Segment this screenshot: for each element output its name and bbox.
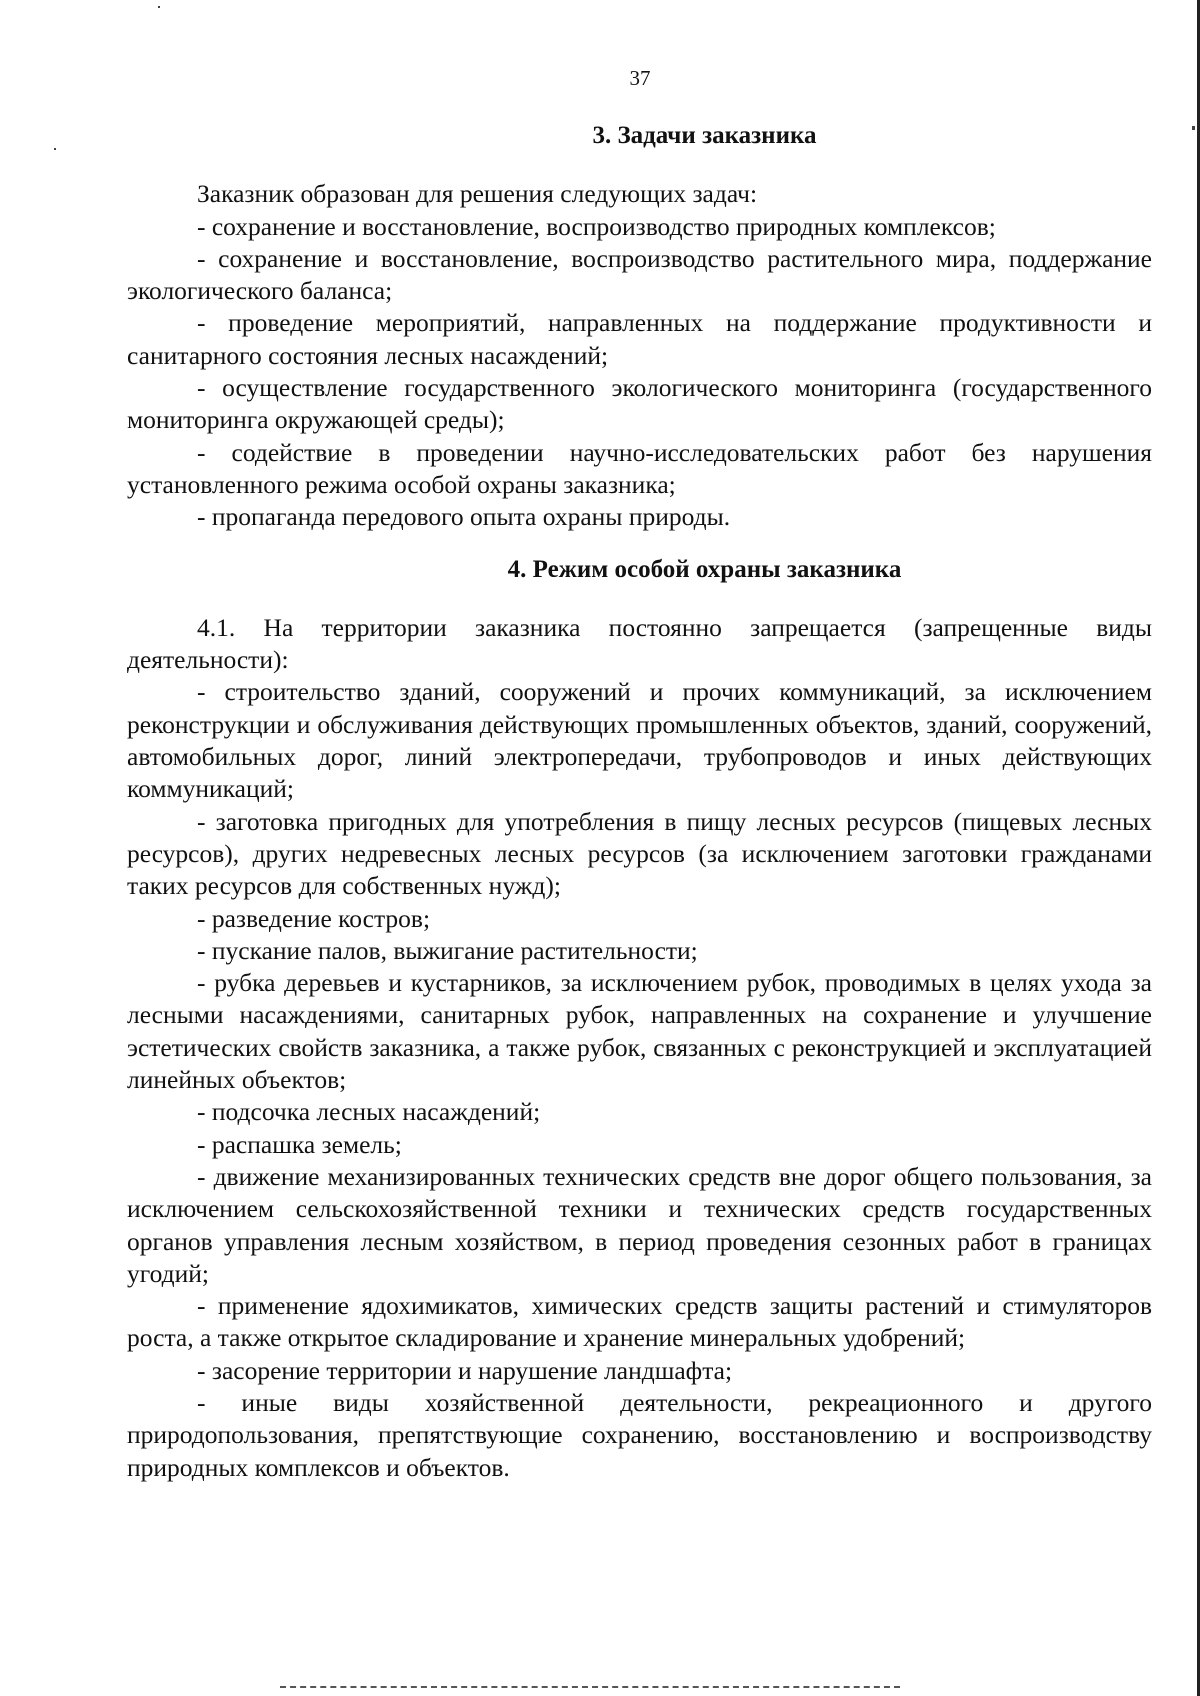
section-4-paragraph: - пускание палов, выжигание растительности;	[197, 935, 698, 965]
section-4-paragraph: - подсочка лесных насаждений;	[197, 1097, 541, 1127]
section-4-paragraph: - применение ядохимикатов, химических средств защиты растений и стимуляторов роста, а также открытое складирование и хранение минеральных удобрений;	[127, 1291, 1152, 1353]
scan-speck	[158, 6, 160, 8]
section-3-paragraph: - осуществление государственного экологического мониторинга (государственного мониторинга окружающей среды);	[127, 373, 1152, 435]
section-4-paragraph: - разведение костров;	[197, 903, 431, 933]
section-3-title: 3. Задачи заказника	[592, 122, 817, 149]
section-4-paragraph: - рубка деревьев и кустарников, за исключением рубок, проводимых в целях ухода за лесными насаждениями, санитарных рубок, направленных на сохранение и улучшение эстетических свойств заказника, а также рубок, связанных с реконструкцией и эксплуатацией линейных объектов;	[127, 968, 1152, 1095]
section-3-paragraph: - проведение мероприятий, направленных на поддержание продуктивности и санитарного состояния лесных насаждений;	[127, 308, 1152, 370]
section-3-paragraph: - сохранение и восстановление, воспроизводство растительного мира, поддержание экологического баланса;	[127, 243, 1152, 306]
section-3-paragraph: - пропаганда передового опыта охраны природы.	[197, 502, 731, 532]
section-4-paragraph: - строительство зданий, сооружений и прочих коммуникаций, за исключением реконструкции и обслуживания действующих промышленных объектов, зданий, сооружений, автомобильных дорог, линий электропередачи, трубопроводов и иных действующих коммуникаций;	[127, 677, 1152, 804]
scan-speck	[1192, 126, 1195, 130]
section-4-paragraph: - иные виды хозяйственной деятельности, рекреационного и другого природопользования, препятствующие сохранению, восстановлению и воспроизводству природных комплексов и объектов.	[127, 1387, 1152, 1482]
section-3-paragraph: - содействие в проведении научно-исследовательских работ без нарушения установленного режима особой охраны заказника;	[127, 437, 1152, 499]
section-3-paragraph: - сохранение и восстановление, воспроизводство природных комплексов;	[197, 211, 996, 241]
scan-bottom-artifact	[280, 1686, 900, 1691]
section-3-body	[127, 178, 1152, 533]
section-4-body	[127, 612, 1152, 1484]
section-4-paragraph: - распашка земель;	[197, 1129, 402, 1159]
page-number: 37	[629, 66, 651, 90]
section-4-paragraph: - заготовка пригодных для употребления в пищу лесных ресурсов (пищевых лесных ресурсов), других недревесных лесных ресурсов (за исключением заготовки гражданами таких ресурсов для собственных нужд);	[127, 806, 1152, 901]
document-body	[127, 116, 1152, 1484]
section-3-paragraph: Заказник образован для решения следующих задач:	[197, 179, 758, 209]
section-4-paragraph: - засорение территории и нарушение ландшафта;	[197, 1355, 733, 1385]
section-4-title: 4. Режим особой охраны заказника	[507, 555, 902, 583]
section-4-paragraph: - движение механизированных технических средств вне дорог общего пользования, за исключением сельскохозяйственной техники и технических средств государственных органов управления лесным хозяйством, в период проведения сезонных работ в границах угодий;	[127, 1161, 1152, 1288]
section-4-paragraph: 4.1. На территории заказника постоянно запрещается (запрещенные виды деятельности):	[127, 612, 1152, 675]
scan-speck	[54, 148, 56, 150]
